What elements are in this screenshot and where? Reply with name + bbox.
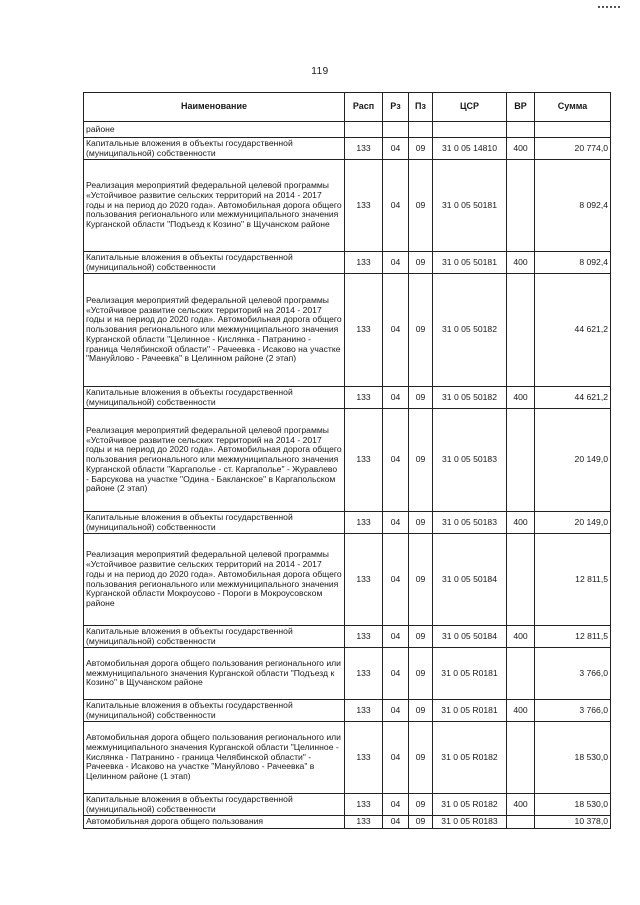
sum-cell: 10 378,0 — [535, 816, 611, 829]
rz-cell: 04 — [383, 534, 409, 626]
column-header-rasp: Расп — [345, 93, 383, 122]
vr-cell: 400 — [507, 700, 535, 722]
rasp-cell: 133 — [345, 409, 383, 512]
budget-table — [83, 92, 611, 829]
rasp-cell: 133 — [345, 387, 383, 409]
table-body — [84, 122, 611, 829]
rz-cell: 04 — [383, 160, 409, 252]
rz-cell — [383, 122, 409, 138]
csr-cell: 31 0 05 R0182 — [433, 722, 507, 794]
pz-cell: 09 — [409, 816, 433, 829]
name-cell: районе — [84, 122, 345, 138]
name-cell: Капитальные вложения в объекты государственной (муниципальной) собственности — [84, 387, 345, 409]
sum-cell: 18 530,0 — [535, 722, 611, 794]
csr-cell: 31 0 05 50184 — [433, 626, 507, 648]
name-cell: Реализация мероприятий федеральной целевой программы «Устойчивое развитие сельских территорий на 2014 - 2017 годы и на период до 2020 года». Автомобильная дорога общего пользования регионального или межмуниципального значения Курганской области "Целинное - Кислянка - Патранино - граница Челябинской области" - Рачеевка - Исаково на участке "Мануйлово - Рачеевка" в Целинном районе (2 этап) — [84, 274, 345, 387]
column-header-name: Наименование — [84, 93, 345, 122]
sum-cell — [535, 122, 611, 138]
sum-cell: 20 149,0 — [535, 512, 611, 534]
rz-cell: 04 — [383, 252, 409, 274]
vr-cell: 400 — [507, 387, 535, 409]
csr-cell: 31 0 05 R0183 — [433, 816, 507, 829]
sum-cell: 8 092,4 — [535, 160, 611, 252]
table-row — [84, 722, 611, 794]
column-header-pz: Пз — [409, 93, 433, 122]
csr-cell: 31 0 05 50183 — [433, 409, 507, 512]
rasp-cell: 133 — [345, 138, 383, 160]
sum-cell: 44 621,2 — [535, 274, 611, 387]
vr-cell — [507, 274, 535, 387]
pz-cell: 09 — [409, 512, 433, 534]
csr-cell: 31 0 05 50181 — [433, 160, 507, 252]
vr-cell — [507, 160, 535, 252]
name-cell: Капитальные вложения в объекты государственной (муниципальной) собственности — [84, 794, 345, 816]
column-header-csr: ЦСР — [433, 93, 507, 122]
name-cell: Капитальные вложения в объекты государственной (муниципальной) собственности — [84, 626, 345, 648]
csr-cell: 31 0 05 R0181 — [433, 700, 507, 722]
table-row — [84, 160, 611, 252]
name-cell: Реализация мероприятий федеральной целевой программы «Устойчивое развитие сельских территорий на 2014 - 2017 годы и на период до 2020 года». Автомобильная дорога общего пользования регионального или межмуниципального значения Курганской области "Каргаполье - ст. Каргаполье" - Журавлево - Барсукова на участке "Одина - Бакланское" в Каргапольском районе (2 этап) — [84, 409, 345, 512]
table-row — [84, 794, 611, 816]
rz-cell: 04 — [383, 700, 409, 722]
name-cell: Капитальные вложения в объекты государственной (муниципальной) собственности — [84, 700, 345, 722]
rasp-cell: 133 — [345, 700, 383, 722]
sum-cell: 8 092,4 — [535, 252, 611, 274]
name-cell: Капитальные вложения в объекты государственной (муниципальной) собственности — [84, 138, 345, 160]
pz-cell: 09 — [409, 534, 433, 626]
csr-cell: 31 0 05 50182 — [433, 387, 507, 409]
pz-cell: 09 — [409, 409, 433, 512]
table-row — [84, 409, 611, 512]
pz-cell — [409, 122, 433, 138]
vr-cell: 400 — [507, 794, 535, 816]
sum-cell: 20 774,0 — [535, 138, 611, 160]
name-cell: Автомобильная дорога общего пользования регионального или межмуниципального значения Курганской области "Подъезд к Козино" в Щучанском районе — [84, 648, 345, 700]
vr-cell — [507, 722, 535, 794]
name-cell: Реализация мероприятий федеральной целевой программы «Устойчивое развитие сельских территорий на 2014 - 2017 годы и на период до 2020 года». Автомобильная дорога общего пользования регионального или межмуниципального значения Курганской области "Подъезд к Козино" в Щучанском районе — [84, 160, 345, 252]
page-number: 119 — [311, 66, 329, 77]
column-header-rz: Рз — [383, 93, 409, 122]
name-cell: Капитальные вложения в объекты государственной (муниципальной) собственности — [84, 252, 345, 274]
name-cell: Капитальные вложения в объекты государственной (муниципальной) собственности — [84, 512, 345, 534]
csr-cell — [433, 122, 507, 138]
table-row — [84, 534, 611, 626]
rz-cell: 04 — [383, 409, 409, 512]
rasp-cell: 133 — [345, 252, 383, 274]
pz-cell: 09 — [409, 160, 433, 252]
pz-cell: 09 — [409, 700, 433, 722]
sum-cell: 3 766,0 — [535, 700, 611, 722]
csr-cell: 31 0 05 50184 — [433, 534, 507, 626]
pz-cell: 09 — [409, 794, 433, 816]
pz-cell: 09 — [409, 387, 433, 409]
vr-cell: 400 — [507, 626, 535, 648]
table-row — [84, 122, 611, 138]
table-row — [84, 252, 611, 274]
rasp-cell: 133 — [345, 816, 383, 829]
rz-cell: 04 — [383, 794, 409, 816]
rasp-cell: 133 — [345, 648, 383, 700]
rz-cell: 04 — [383, 626, 409, 648]
rasp-cell: 133 — [345, 160, 383, 252]
sum-cell: 12 811,5 — [535, 626, 611, 648]
table-row — [84, 512, 611, 534]
pz-cell: 09 — [409, 138, 433, 160]
rz-cell: 04 — [383, 138, 409, 160]
csr-cell: 31 0 05 R0181 — [433, 648, 507, 700]
csr-cell: 31 0 05 R0182 — [433, 794, 507, 816]
csr-cell: 31 0 05 50181 — [433, 252, 507, 274]
pz-cell: 09 — [409, 626, 433, 648]
vr-cell — [507, 648, 535, 700]
sum-cell: 3 766,0 — [535, 648, 611, 700]
rasp-cell: 133 — [345, 534, 383, 626]
rasp-cell: 133 — [345, 512, 383, 534]
rz-cell: 04 — [383, 648, 409, 700]
table-row — [84, 700, 611, 722]
rasp-cell: 133 — [345, 794, 383, 816]
table-row — [84, 387, 611, 409]
name-cell: Автомобильная дорога общего пользования регионального или межмуниципального значения Курганской области "Целинное - Кислянка - Патранино - граница Челябинской области" - Рачеевка - Исаково на участке "Мануйлово - Рачеевка" в Целинном районе (1 этап) — [84, 722, 345, 794]
scan-corner-mark — [598, 6, 620, 8]
csr-cell: 31 0 05 14810 — [433, 138, 507, 160]
rasp-cell: 133 — [345, 274, 383, 387]
sum-cell: 20 149,0 — [535, 409, 611, 512]
rz-cell: 04 — [383, 816, 409, 829]
vr-cell — [507, 534, 535, 626]
rasp-cell: 133 — [345, 722, 383, 794]
sum-cell: 18 530,0 — [535, 794, 611, 816]
name-cell: Автомобильная дорога общего пользования — [84, 816, 345, 829]
vr-cell — [507, 122, 535, 138]
rz-cell: 04 — [383, 274, 409, 387]
vr-cell — [507, 409, 535, 512]
table-row — [84, 138, 611, 160]
sum-cell: 12 811,5 — [535, 534, 611, 626]
table-row — [84, 816, 611, 829]
rasp-cell: 133 — [345, 626, 383, 648]
rasp-cell — [345, 122, 383, 138]
table-header-row — [84, 93, 611, 122]
vr-cell: 400 — [507, 512, 535, 534]
table-row — [84, 626, 611, 648]
rz-cell: 04 — [383, 387, 409, 409]
column-header-sum: Сумма — [535, 93, 611, 122]
vr-cell: 400 — [507, 252, 535, 274]
sum-cell: 44 621,2 — [535, 387, 611, 409]
pz-cell: 09 — [409, 274, 433, 387]
vr-cell — [507, 816, 535, 829]
column-header-vr: ВР — [507, 93, 535, 122]
name-cell: Реализация мероприятий федеральной целевой программы «Устойчивое развитие сельских территорий на 2014 - 2017 годы и на период до 2020 года». Автомобильная дорога общего пользования регионального или межмуниципального значения Курганской области Мокроусово - Пороги в Мокроусовском районе — [84, 534, 345, 626]
table-row — [84, 274, 611, 387]
csr-cell: 31 0 05 50182 — [433, 274, 507, 387]
vr-cell: 400 — [507, 138, 535, 160]
rz-cell: 04 — [383, 512, 409, 534]
pz-cell: 09 — [409, 648, 433, 700]
pz-cell: 09 — [409, 252, 433, 274]
pz-cell: 09 — [409, 722, 433, 794]
rz-cell: 04 — [383, 722, 409, 794]
csr-cell: 31 0 05 50183 — [433, 512, 507, 534]
table-row — [84, 648, 611, 700]
